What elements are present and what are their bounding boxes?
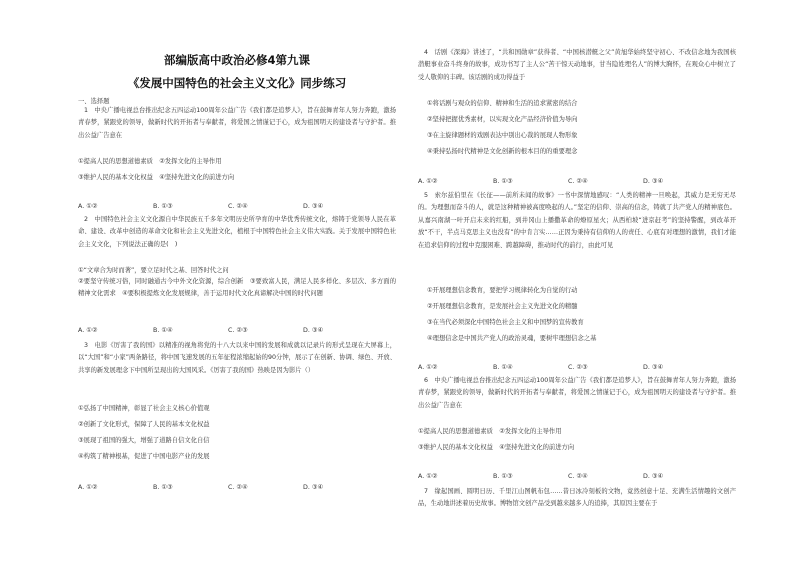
q1-option-line: ①提高人民的思想道德素质 ②发挥文化的主导作用 (78, 158, 222, 165)
q2-option-line: ②要坚守传统习俗，同时融通古今中外文化资源，综合创新 ③要致富人民，满足人民多样化、多层次、多方面的精神文化需求 ④要积极提炼文化发展规律，善于运用时代文化真谛解决中国的时代问题 (78, 278, 396, 298)
q3-answers (78, 484, 378, 491)
q4-option-line: ③在主旋律题材的戏剧表达中别出心裁的展现人物形象 (427, 132, 578, 139)
q6-answers (418, 473, 718, 480)
q3-answer-b: B. ①③ (153, 484, 173, 491)
q3-option-line: ①弘扬了中国精神，彰显了社会主义核心价值观 (78, 405, 210, 412)
q3-option-line: ④构筑了精神根基，促进了中国电影产业的发展 (78, 453, 210, 460)
q3-option-line: ③展现了祖国的强大，增强了道路自信文化自信 (78, 437, 210, 444)
document-title: 部编版高中政治必修4第九课 (163, 53, 310, 67)
q5-option-line: ④理想信念是中国共产党人的政治灵魂，要树牢理想信念之基 (427, 335, 597, 342)
q4-answer-c: C. ②④ (568, 178, 588, 185)
q5-answer-b: B. ①④ (493, 364, 513, 371)
q2-option-line: ①“文章合为时而著”，要立足时代之基、回答时代之问 (78, 267, 229, 274)
q4-answer-b: B. ①③ (493, 178, 513, 185)
q4-option-line: ①将话剧与观众的信仰、精神和生活的追求紧密的结合 (427, 100, 578, 107)
q1-answer-a: A. ①② (78, 203, 98, 210)
section-heading: 一、选择题 (78, 98, 110, 105)
q1-answer-d: D. ③④ (303, 203, 324, 210)
q5-answer-c: C. ②③ (568, 364, 588, 371)
q6-answer-a: A. ①② (418, 473, 438, 480)
q1-stem: 1 中央广播电视总台推出纪念五四运动100周年公益广告《我们都是追梦人》，旨在鼓舞青年人努力奔跑，激扬青春梦，紧跟党的领导，做新时代的开拓者与奉献者，将爱国之情谨记于心，成为祖国明天的建设者与守护者。推出公益广告意在 (78, 107, 396, 139)
q1-answers (78, 203, 378, 210)
q5-answers (418, 364, 718, 371)
q5-option-line: ②开展理想信念教育，是发展社会主义先进文化的精髓 (427, 303, 578, 310)
q6-stem: 6 中央广播电视总台推出纪念五四运动100周年公益广告《我们都是追梦人》，旨在鼓舞青年人努力奔跑，激扬青春梦，紧跟党的领导，做新时代的开拓者与奉献者，将爱国之情谨记于心，成为祖国明天的建设者与守护者。推出公益广告意在 (418, 377, 736, 409)
document-subtitle: 《发展中国特色的社会主义文化》同步练习 (127, 76, 347, 90)
q1-answer-c: C. ②④ (228, 203, 248, 210)
q5-answer-d: D. ③④ (643, 364, 664, 371)
q4-answer-a: A. ①② (418, 178, 438, 185)
q3-answer-d: D. ③④ (303, 484, 324, 491)
q2-answer-a: A. ①② (78, 327, 98, 334)
q2-answer-c: C. ②③ (228, 327, 248, 334)
q3-stem: 3 电影《厉害了我的国》以精准的视角将党的十八大以来中国的发展和成就以记录片的形式呈现在大屏幕上，以“大国”和“小家”两条路径，将中国飞速发展的五年征程浓缩起始的90分钟，展示了在创新、协调、绿色、开放、共享的新发展理念下中国所呈现出的大国风采。《厉害了我的国》热映是因为影片（） (78, 342, 396, 374)
q6-option-line: ①提高人民的思想道德素质 ②发挥文化的主导作用 (418, 428, 562, 435)
q6-answer-c: C. ②④ (568, 473, 588, 480)
q5-answer-a: A. ①② (418, 364, 438, 371)
q5-option-line: ③在当代必须深化中国特色社会主义和中国梦的宣传教育 (427, 319, 584, 326)
q4-answer-d: D. ③④ (643, 178, 664, 185)
q1-answer-b: B. ①③ (153, 203, 173, 210)
q2-answer-d: D. ③④ (303, 327, 324, 334)
q5-option-line: ①开展理想信念教育，要把学习规律转化为自觉的行动 (427, 287, 578, 294)
q2-stem: 2 中国特色社会主义文化源自中华民族五千多年文明历史所孕育的中华优秀传统文化，熔铸于党领导人民在革命、建设、改革中创造的革命文化和社会主义先进文化，植根于中国特色社会主义伟大实践。关于发展中国特色社会主义文化，下列说法正确的是( ) (78, 216, 396, 248)
q3-answer-c: C. ②④ (228, 484, 248, 491)
q2-answers (78, 327, 378, 334)
q1-option-line: ③维护人民的基本文化权益 ④坚持先进文化的前进方向 (78, 174, 235, 181)
q6-answer-b: B. ①③ (493, 473, 513, 480)
q4-option-line: ④秉持弘扬时代精神是文化创新的根本目的的重要理念 (427, 148, 578, 155)
q4-stem: 4 话剧《深海》讲述了，“共和国勋章”获得者、“中国核潜艇之父”黄旭华始终坚守初心、不改信念地为我国核潜艇事业奋斗终身的故事，成功书写了主人公“苦干惊天动地事，甘当隐姓埋名人”的博大胸怀，在观众心中树立了受人敬仰的丰碑。该话剧的成功得益于 (418, 49, 736, 81)
q6-option-line: ③维护人民的基本文化权益 ④坚持先进文化的前进方向 (418, 444, 575, 451)
q3-option-line: ②创新了文化形式，保障了人民的基本文化权益 (78, 421, 210, 428)
q6-answer-d: D. ③④ (643, 473, 664, 480)
q5-stem: 5 索尔兹伯里在《长征——前所未闻的故事》一书中深情地感叹：“人类的精神一旦唤起，其威力是无穷无尽的。为理想而奋斗的人，就是这种精神被高度唤起的人。”坚定的信仰、崇高的信念，铸就了共产党人的精神底色。从嘉兴南湖一叶开启未来的红船，到井冈山上播撒革命的燎原星火；从西柏坡“进京赶考”的坚持警醒，到改革开放“不干，半点马克思主义也没有”的中肯言实……正因为秉持有信仰的人的责任、心底有对理想的激情，我们才能在追求信仰的过程中克服困难、跨越障碍，推动时代的前行，由此可见 (418, 192, 736, 249)
q2-answer-b: B. ①④ (153, 327, 173, 334)
q7-stem: 7 缘起国画、圆明日历、千里江山图帆布包……昔日冰冷刻板的文物，竟然创意十足、充满生活情趣的文创产品，生动地讲述着历史故事。博物馆文创产品受到越来越多人的追捧，其原因主要在于 (418, 488, 736, 508)
q3-answer-a: A. ①② (78, 484, 98, 491)
q4-option-line: ②坚持把握优秀素材，以实现文化产品经济价值为导向 (427, 116, 578, 123)
q4-answers (418, 178, 718, 185)
